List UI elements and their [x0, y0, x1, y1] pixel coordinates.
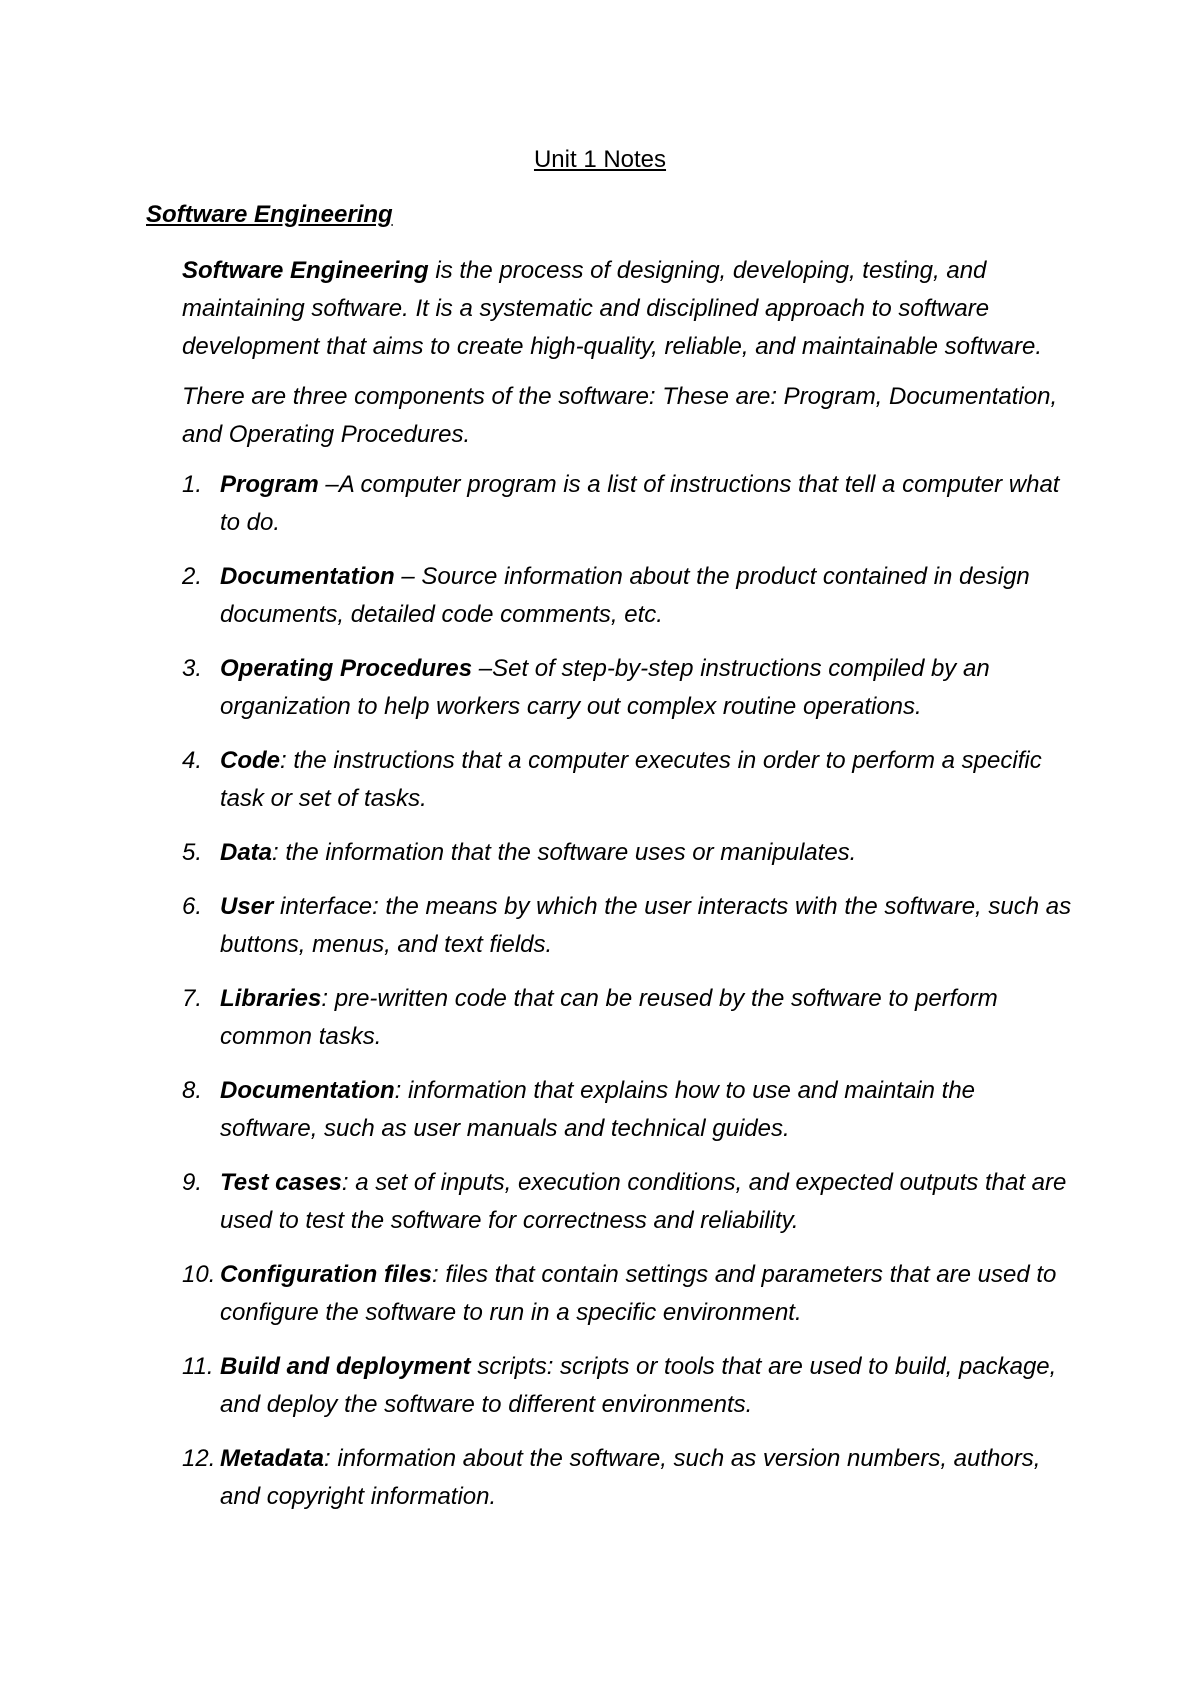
- list-item: [182, 1072, 1072, 1148]
- item-text: –A computer program is a list of instructions that tell a computer what to do.: [220, 471, 1060, 536]
- item-text: interface: the means by which the user interacts with the software, such as buttons, menus, and text fields.: [220, 893, 1072, 958]
- list-item: [182, 1256, 1072, 1332]
- item-number: 8.: [182, 1077, 203, 1104]
- item-number: 1.: [182, 471, 203, 498]
- item-number: 10.: [182, 1261, 216, 1288]
- item-number: 11.: [182, 1353, 214, 1380]
- item-term: Data: [220, 839, 273, 866]
- list-item: [182, 650, 1072, 726]
- item-text: : pre-written code that can be reused by the software to perform common tasks.: [220, 985, 998, 1050]
- item-number: 9.: [182, 1169, 203, 1196]
- section-heading: Software Engineering: [146, 201, 393, 228]
- item-term: Test cases: [220, 1169, 342, 1196]
- list-item: [182, 1348, 1072, 1424]
- list-item: [182, 742, 1072, 818]
- item-text: – Source information about the product contained in design documents, detailed code comments, etc.: [220, 563, 1030, 628]
- item-text: : the instructions that a computer executes in order to perform a specific task or set of tasks.: [220, 747, 1042, 812]
- components-list: [182, 466, 1072, 1516]
- item-text: –Set of step-by-step instructions compiled by an organization to help workers carry out complex routine operations.: [220, 655, 990, 720]
- list-item: [182, 558, 1072, 634]
- item-number: 12.: [182, 1445, 216, 1472]
- list-item: [182, 834, 1072, 872]
- item-number: 6.: [182, 893, 203, 920]
- item-number: 5.: [182, 839, 203, 866]
- list-item: [182, 1440, 1072, 1516]
- item-text: : a set of inputs, execution conditions, and expected outputs that are used to test the software for correctness and reliability.: [220, 1169, 1067, 1234]
- page-title: Unit 1 Notes: [533, 146, 667, 173]
- item-text: : files that contain settings and parameters that are used to configure the software to run in a specific environment.: [220, 1261, 1057, 1326]
- intro-text: is the process of designing, developing, testing, and maintaining software. It is a systematic and disciplined approach to software development that aims to create high-quality, reliable, and maintainable software.: [182, 257, 1043, 360]
- list-item: [182, 466, 1072, 542]
- item-text: : information about the software, such as version numbers, authors, and copyright information.: [220, 1445, 1041, 1510]
- item-term: Metadata: [220, 1445, 325, 1472]
- item-term: Documentation: [220, 1077, 395, 1104]
- document-body: [182, 252, 1072, 1532]
- item-term: Program: [220, 471, 319, 498]
- item-number: 7.: [182, 985, 203, 1012]
- item-number: 2.: [182, 563, 203, 590]
- components-intro-paragraph: There are three components of the software: These are: Program, Documentation, and Operating Procedures.: [182, 383, 1058, 448]
- item-term: Code: [220, 747, 280, 774]
- list-item: [182, 1164, 1072, 1240]
- list-item: [182, 888, 1072, 964]
- item-term: Documentation: [220, 563, 395, 590]
- item-term: Libraries: [220, 985, 322, 1012]
- item-text: : the information that the software uses or manipulates.: [272, 839, 857, 866]
- item-term: User: [220, 893, 274, 920]
- item-term: Operating Procedures: [220, 655, 473, 682]
- intro-paragraph: [182, 252, 1072, 366]
- list-item: [182, 980, 1072, 1056]
- item-term: Configuration files: [220, 1261, 432, 1288]
- item-term: Build and deployment: [220, 1353, 471, 1380]
- intro-term: Software Engineering: [182, 257, 429, 284]
- item-text: : information that explains how to use and maintain the software, such as user manuals and technical guides.: [220, 1077, 976, 1142]
- item-text: scripts: scripts or tools that are used to build, package, and deploy the software to different environments.: [220, 1353, 1057, 1418]
- item-number: 3.: [182, 655, 203, 682]
- item-number: 4.: [182, 747, 203, 774]
